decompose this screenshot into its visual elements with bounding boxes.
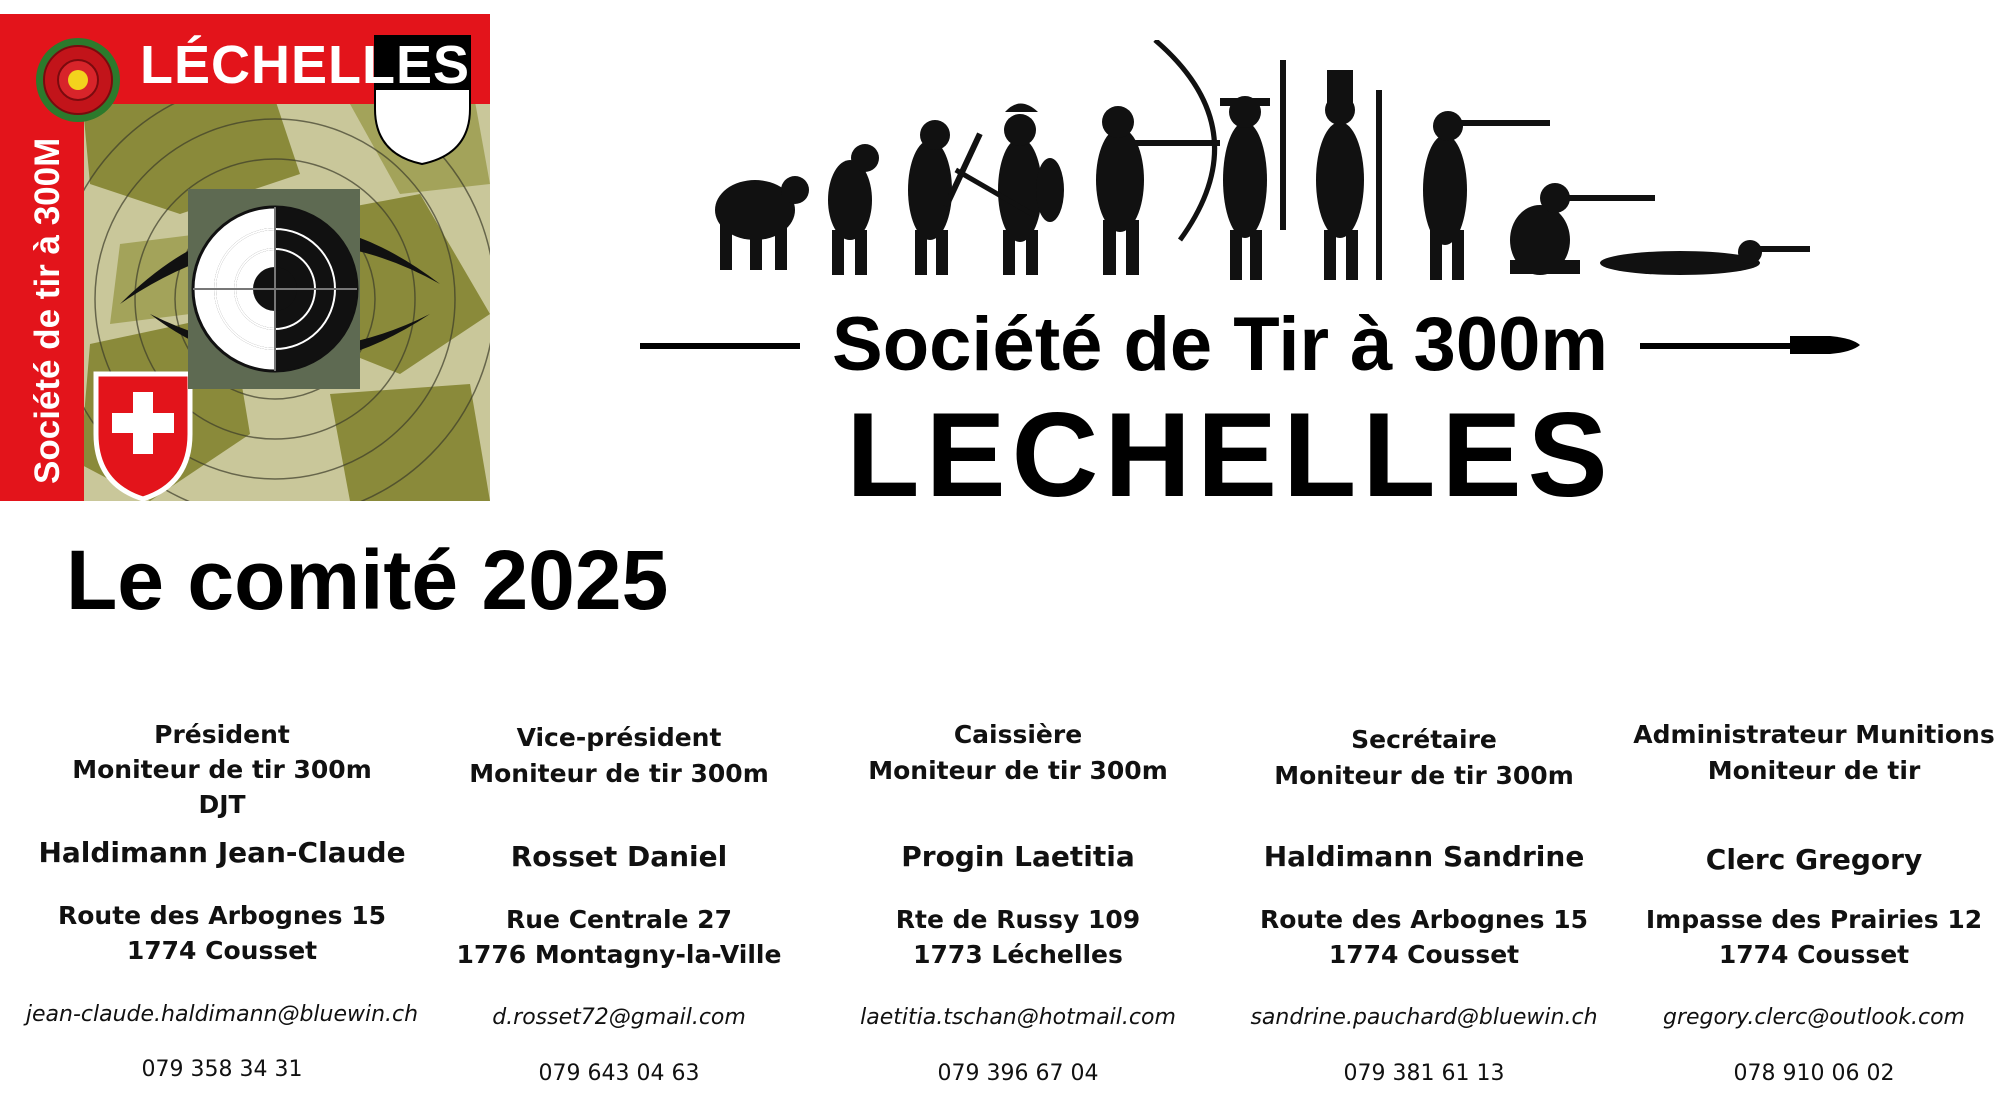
archer-silhouette-icon xyxy=(1096,40,1220,275)
member-phone: 079 643 04 63 xyxy=(538,1061,700,1086)
member-name: Haldimann Sandrine xyxy=(1263,840,1585,873)
musketeer-silhouette-icon xyxy=(1220,60,1286,280)
shooter-evolution-silhouette xyxy=(700,40,1810,290)
member-name: Clerc Gregory xyxy=(1705,843,1923,876)
member-phone: 079 381 61 13 xyxy=(1343,1061,1505,1086)
logo-vertical-text: Société de tir à 300M xyxy=(28,137,67,484)
member-role: Moniteur de tir 300m xyxy=(1274,761,1574,790)
member-role: Vice-président xyxy=(516,723,722,752)
member-role: Moniteur de tir 300m xyxy=(469,759,769,788)
member-role: DJT xyxy=(198,790,246,819)
member-phone: 079 358 34 31 xyxy=(141,1057,303,1082)
member-address: Route des Arbognes 15 xyxy=(57,901,387,930)
section-title: Le comité 2025 xyxy=(66,533,669,627)
swiss-shield-icon xyxy=(96,374,190,499)
member-address: Impasse des Prairies 12 xyxy=(1645,905,1983,934)
club-title: LECHELLES xyxy=(846,388,1614,522)
member-role: Président xyxy=(154,720,290,749)
spartan-silhouette-icon xyxy=(955,104,1064,276)
member-name: Rosset Daniel xyxy=(510,840,728,873)
member-address: 1774 Cousset xyxy=(1328,940,1520,969)
member-address: 1773 Léchelles xyxy=(913,940,1123,969)
decor-line-left xyxy=(640,343,800,349)
member-address: Route des Arbognes 15 xyxy=(1259,905,1589,934)
rose-icon xyxy=(36,38,120,122)
member-phone: 078 910 06 02 xyxy=(1733,1061,1895,1086)
member-address: 1774 Cousset xyxy=(126,936,318,965)
grenadier-silhouette-icon xyxy=(1316,70,1382,280)
member-email: gregory.clerc@outlook.com xyxy=(1663,1005,1965,1030)
member-address: 1776 Montagny-la-Ville xyxy=(456,940,782,969)
member-address: Rte de Russy 109 xyxy=(895,905,1141,934)
member-role: Moniteur de tir 300m xyxy=(868,756,1168,785)
subtitle-row xyxy=(640,300,1860,390)
member-role: Secrétaire xyxy=(1351,725,1497,754)
member-role: Moniteur de tir xyxy=(1707,756,1921,785)
club-subtitle: Société de Tir à 300m xyxy=(832,302,1608,387)
member-name: Progin Laetitia xyxy=(901,840,1135,873)
ape-silhouette-icon xyxy=(715,176,809,270)
early-human-silhouette-icon xyxy=(828,144,879,275)
caveman-silhouette-icon xyxy=(908,120,983,275)
member-email: sandrine.pauchard@bluewin.ch xyxy=(1250,1005,1598,1030)
member-address: Rue Centrale 27 xyxy=(506,905,732,934)
member-email: d.rosset72@gmail.com xyxy=(492,1005,746,1030)
club-logo xyxy=(0,14,490,501)
member-phone: 079 396 67 04 xyxy=(937,1061,1099,1086)
member-email: laetitia.tschan@hotmail.com xyxy=(860,1005,1176,1030)
member-email: jean-claude.haldimann@bluewin.ch xyxy=(25,1002,419,1027)
prone-shooter-silhouette-icon xyxy=(1600,240,1810,275)
member-name: Haldimann Jean-Claude xyxy=(38,836,406,869)
decor-line-right xyxy=(1640,343,1800,349)
member-role: Administrateur Munitions xyxy=(1633,720,1995,749)
member-role: Caissière xyxy=(953,720,1083,749)
member-role: Moniteur de tir 300m xyxy=(72,755,372,784)
member-address: 1774 Cousset xyxy=(1718,940,1910,969)
bullet-icon xyxy=(1790,330,1860,360)
logo-town-text: LÉCHELLES xyxy=(140,35,471,95)
